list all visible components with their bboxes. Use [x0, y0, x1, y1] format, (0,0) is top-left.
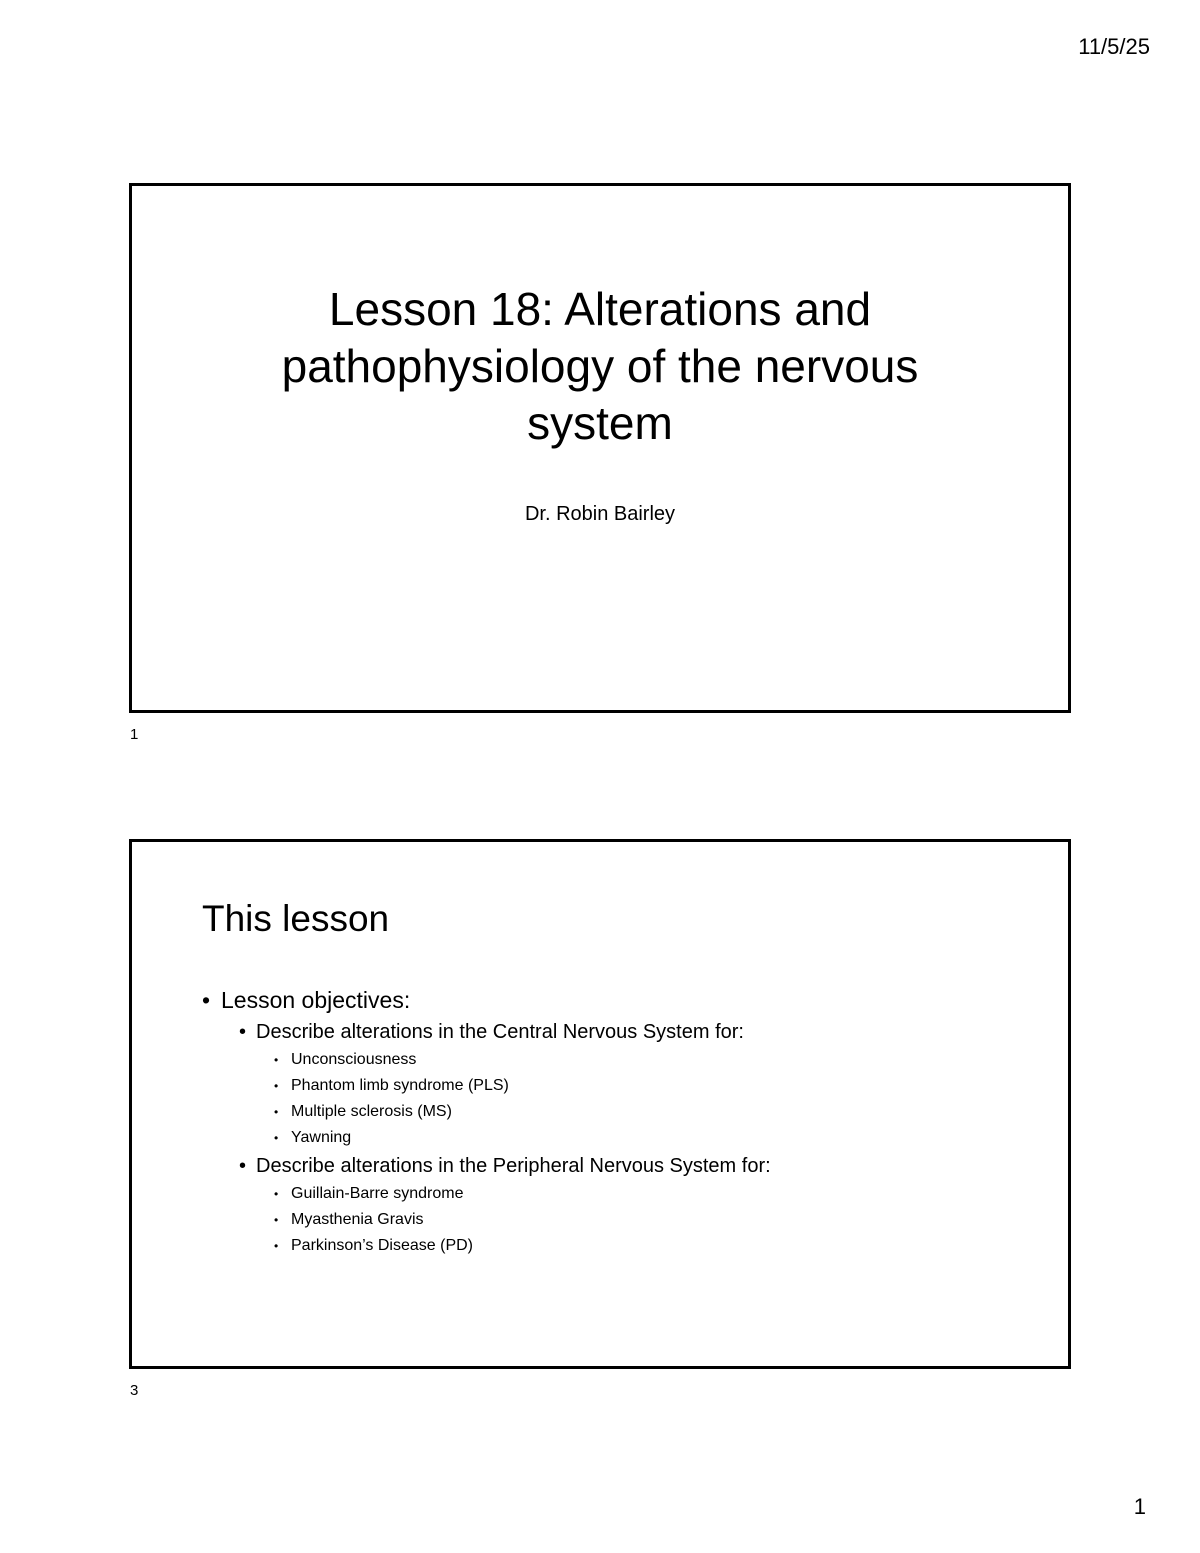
slide-number: 1 — [130, 726, 139, 743]
slide-number: 3 — [130, 1382, 139, 1399]
objectives-list — [202, 984, 771, 1259]
lesson-title-line: pathophysiology of the nervous — [281, 340, 919, 392]
list-item: • Myasthenia Gravis — [202, 1207, 771, 1233]
list-item: • Guillain-Barre syndrome — [202, 1181, 771, 1207]
page-date: 11/5/25 — [1078, 34, 1150, 59]
list-item: • Unconsciousness — [202, 1047, 771, 1073]
slide-title — [129, 183, 1071, 713]
list-item: • Parkinson’s Disease (PD) — [202, 1233, 771, 1259]
slide-objectives — [129, 839, 1071, 1369]
pns-heading: • Describe alterations in the Peripheral Nervous System for: — [202, 1151, 771, 1181]
lesson-title — [132, 281, 1068, 452]
lesson-title-line: Lesson 18: Alterations and — [328, 283, 872, 335]
page-number: 1 — [1133, 1494, 1146, 1519]
list-item: • Multiple sclerosis (MS) — [202, 1099, 771, 1125]
cns-heading: • Describe alterations in the Central Nervous System for: — [202, 1017, 771, 1047]
list-item: • Phantom limb syndrome (PLS) — [202, 1073, 771, 1099]
lesson-title-line: system — [527, 397, 673, 449]
objectives-label: • Lesson objectives: — [202, 984, 771, 1017]
slide-heading: This lesson — [202, 898, 390, 939]
list-item: • Yawning — [202, 1125, 771, 1151]
author-name: Dr. Robin Bairley — [524, 503, 676, 525]
